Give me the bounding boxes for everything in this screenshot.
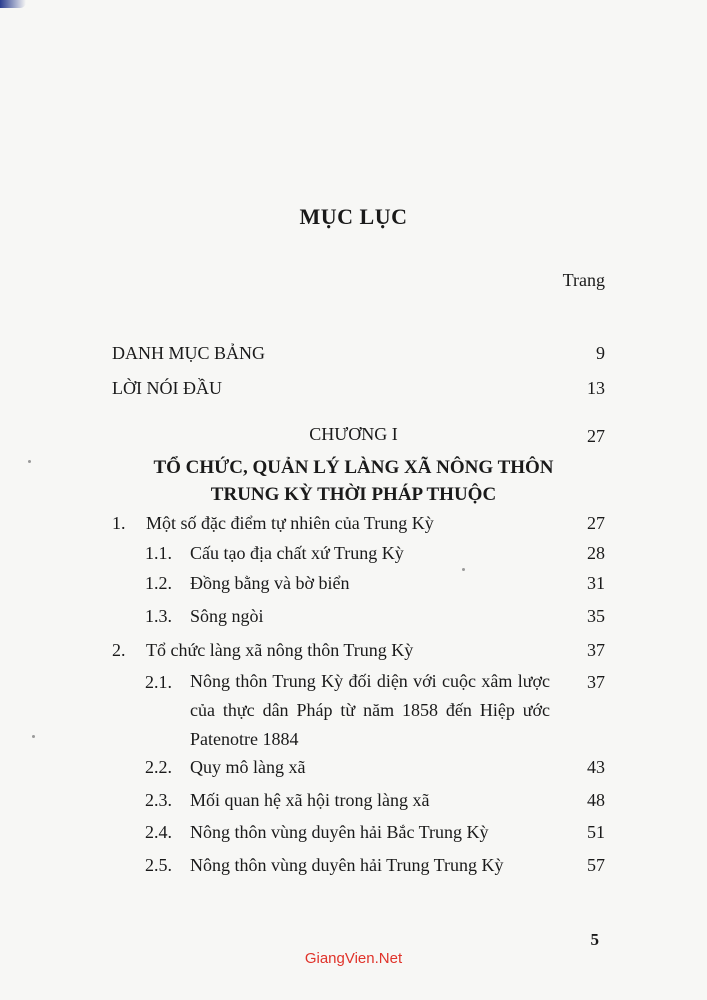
toc-page-number: 27 [587,513,605,533]
toc-entry-section-2-1: Nông thôn Trung Kỳ đối diện với cuộc xâm lược của thực dân Pháp từ năm 1858 đến Hiệp ước Patenotre 1884 [190,671,550,749]
toc-entry-section-2-3: Mối quan hệ xã hội trong làng xã [190,790,430,810]
toc-page-number: 37 [587,672,605,692]
toc-entry-section-2-2: Quy mô làng xã [190,757,306,777]
toc-page-number: 57 [587,855,605,875]
toc-page-number: 28 [587,543,605,563]
toc-entry-section-2-5-num: 2.5. [145,855,172,875]
scan-speck [32,735,35,738]
toc-entry-preface: LỜI NÓI ĐẦU [112,378,222,398]
page-column-label: Trang [562,270,605,290]
toc-page-number: 37 [587,640,605,660]
toc-page-number: 31 [587,573,605,593]
scan-speck [462,568,465,571]
toc-entry-section-1-num: 1. [112,513,126,533]
toc-entry-section-1-1-num: 1.1. [145,543,172,563]
toc-page-number: 51 [587,822,605,842]
toc-page-number: 48 [587,790,605,810]
toc-entry-section-2-4: Nông thôn vùng duyên hải Bắc Trung Kỳ [190,822,489,842]
chapter-title-line1: TỔ CHỨC, QUẢN LÝ LÀNG XÃ NÔNG THÔN [153,457,554,478]
page-title: MỤC LỤC [299,204,408,229]
toc-entry-section-1-1: Cấu tạo địa chất xứ Trung Kỳ [190,543,404,563]
scan-corner-mark [0,0,26,8]
chapter-title-line2: TRUNG KỲ THỜI PHÁP THUỘC [210,484,497,505]
toc-entry-section-2-5: Nông thôn vùng duyên hải Trung Trung Kỳ [190,855,504,875]
toc-page-number: 27 [587,426,605,446]
toc-entry-section-1-2: Đồng bằng và bờ biển [190,573,350,593]
toc-page-number: 9 [596,343,605,363]
toc-page-number: 13 [587,378,605,398]
watermark: GiangVien.Net [304,950,403,967]
toc-page-number: 35 [587,606,605,626]
toc-entry-section-1-3-num: 1.3. [145,606,172,626]
toc-entry-section-1-3: Sông ngòi [190,606,264,626]
toc-entry-section-2-2-num: 2.2. [145,757,172,777]
footer-page-number: 5 [590,930,599,949]
toc-entry-section-2-num: 2. [112,640,126,660]
toc-entry-section-1-2-num: 1.2. [145,573,172,593]
toc-entry-section-1: Một số đặc điểm tự nhiên của Trung Kỳ [146,513,434,533]
toc-entry-section-2-4-num: 2.4. [145,822,172,842]
toc-entry-section-2-1-num: 2.1. [145,672,172,692]
toc-entry-section-2: Tổ chức làng xã nông thôn Trung Kỳ [146,640,414,660]
toc-page-number: 43 [587,757,605,777]
toc-entry-section-2-3-num: 2.3. [145,790,172,810]
scan-speck [28,460,31,463]
toc-entry-list-of-tables: DANH MỤC BẢNG [112,343,266,363]
chapter-label: CHƯƠNG I [309,424,398,444]
